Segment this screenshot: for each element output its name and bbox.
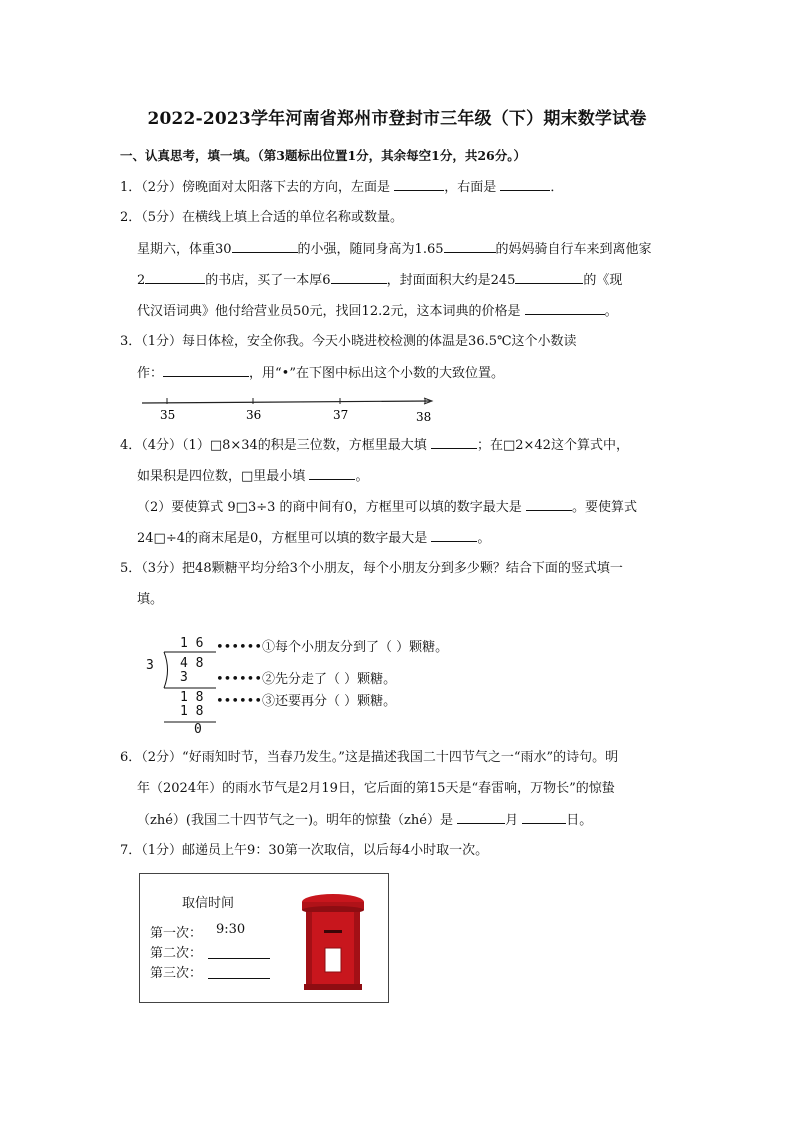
remainder: 0 <box>194 722 202 737</box>
question-1 <box>120 178 563 197</box>
division-step: 1 8 <box>180 690 204 705</box>
quotient: 1 6 <box>180 636 204 651</box>
dividend: 4 8 <box>180 656 204 671</box>
section-heading: 一、认真思考，填一填。（第3题标出位置1分，其余每空1分，共26分。） <box>120 148 526 163</box>
division-step: 1 8 <box>180 704 204 719</box>
answer-blank[interactable] <box>208 946 270 959</box>
answer-blank[interactable] <box>526 498 572 511</box>
pickup-time-card <box>139 873 389 1003</box>
q5-prompt: 5．（3分）把48颗糖平均分给3个小朋友，每个小朋友分到多少颗？结合下面的竖式填一 <box>120 561 623 576</box>
q3-prompt: 3．（1分）每日体检，安全你我。今天小晓进校检测的体温是36.5℃这个小数读 <box>120 334 577 349</box>
answer-blank[interactable] <box>457 811 505 824</box>
division-note: ••••••③还要再分（ ）颗糖。 <box>216 694 397 709</box>
q7-prompt: 7．（1分）邮递员上午9：30第一次取信，以后每4小时取一次。 <box>120 843 489 858</box>
answer-blank[interactable] <box>515 271 583 284</box>
answer-blank[interactable] <box>145 271 205 284</box>
answer-blank[interactable] <box>525 302 605 315</box>
q4-line: 24□÷4的商末尾是0，方框里可以填的数字最大是 。 <box>137 531 491 546</box>
divisor: 3 <box>146 658 154 673</box>
division-step: 3 <box>180 670 188 685</box>
q2-line: 代汉语词典》他付给营业员50元，找回12.2元，这本词典的价格是 。 <box>137 304 618 319</box>
q3-line: 作： ，用“•”在下图中标出这个小数的大致位置。 <box>137 366 504 381</box>
answer-blank[interactable] <box>331 271 387 284</box>
answer-blank[interactable] <box>208 966 270 979</box>
q4-line: （2）要使算式 9□3÷3 的商中间有0，方框里可以填的数字最大是 。要使算式 <box>137 500 637 515</box>
answer-blank[interactable] <box>522 811 566 824</box>
answer-blank[interactable] <box>431 529 477 542</box>
answer-blank[interactable] <box>431 436 477 449</box>
answer-blank[interactable] <box>232 240 298 253</box>
page-title: 2022-2023学年河南省郑州市登封市三年级（下）期末数学试卷 <box>147 109 647 129</box>
q2-line: 2 的书店，买了一本厚6 ，封面面积大约是245 的《现 <box>137 273 623 288</box>
tick-label: 37 <box>333 408 349 422</box>
number-line-axis <box>142 401 430 403</box>
q1-text: 1．（2分）傍晚面对太阳落下去的方向，左面是 <box>120 180 391 195</box>
card-title: 取信时间 <box>182 896 235 911</box>
q5-prompt: 填。 <box>137 592 164 607</box>
tick-label: 38 <box>416 410 432 424</box>
row-label: 第二次： <box>150 946 203 961</box>
number-line[interactable] <box>140 394 440 428</box>
q4-line: 4．（4分）（1）□8×34的积是三位数，方框里最大填 ；在□2×42这个算式中， <box>120 438 629 453</box>
answer-blank[interactable] <box>163 364 249 377</box>
tick-label: 36 <box>246 408 262 422</box>
q2-prompt: 2．（5分）在横线上填上合适的单位名称或数量。 <box>120 210 404 225</box>
q4-line: 如果积是四位数，□里最小填 。 <box>137 469 369 484</box>
answer-blank[interactable] <box>500 178 550 191</box>
division-note: ••••••②先分走了（ ）颗糖。 <box>216 672 397 687</box>
q6-line: （zhé）(我国二十四节气之一)。明年的惊蛰（zhé）是 月 日。 <box>137 813 593 828</box>
q6-line: 6．（2分）“好雨知时节，当春乃发生。”这是描述我国二十四节气之一“雨水”的诗句。明 <box>120 750 619 765</box>
row-value: 9:30 <box>216 922 246 937</box>
q6-line: 年（2024年）的雨水节气是2月19日，它后面的第15天是“春雷响，万物长”的惊蛰 <box>137 781 615 796</box>
row-label: 第一次： <box>150 926 203 941</box>
answer-blank[interactable] <box>444 240 496 253</box>
q2-line: 星期六，体重30 的小强，随同身高为1.65 的妈妈骑自行车来到离他家 <box>137 242 652 257</box>
q1-text: ． <box>550 180 564 195</box>
long-division <box>140 632 500 742</box>
division-note: ••••••①每个小朋友分到了（ ）颗糖。 <box>216 640 449 655</box>
answer-blank[interactable] <box>309 467 355 480</box>
tick-label: 35 <box>160 408 176 422</box>
answer-blank[interactable] <box>394 178 444 191</box>
row-label: 第三次： <box>150 966 203 981</box>
q1-text: ，右面是 <box>444 180 497 195</box>
mailbox-icon <box>300 892 366 990</box>
